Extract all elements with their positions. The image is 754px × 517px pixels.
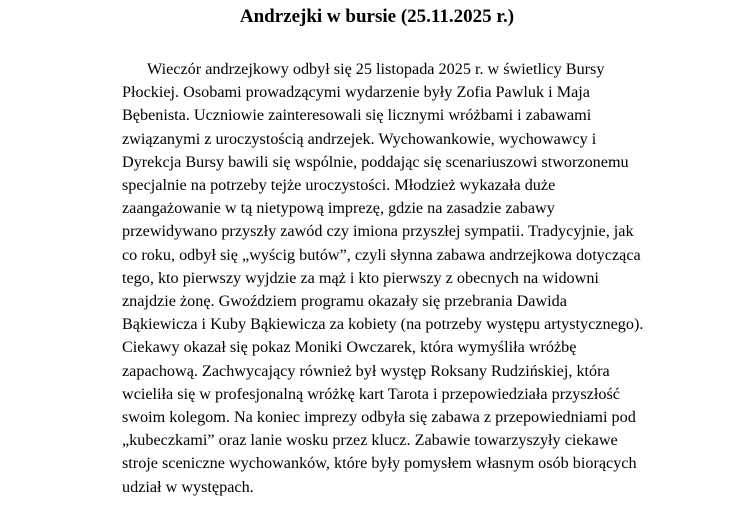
paragraph-line: stroje sceniczne wychowanków, które były pomysłem własnym osób biorących [122,454,637,473]
document-title: Andrzejki w bursie (25.11.2025 r.) [239,6,515,27]
paragraph-line: tego, kto pierwszy wyjdzie za mąż i kto pierwszy z obecnych na widowni [122,268,599,287]
paragraph-line: Wieczór andrzejkowy odbył się 25 listopada 2025 r. w świetlicy Bursy [147,60,605,78]
paragraph-line: Bąkiewicza i Kuby Bąkiewicza za kobiety (na potrzeby występu artystycznego). [122,315,644,334]
paragraph-line: zaangażowanie w tą nietypową imprezę, gdzie na zasadzie zabawy [122,199,555,218]
paragraph-line: przewidywano przyszły zawód czy imiona przyszłej sympatii. Tradycyjnie, jak [122,222,634,241]
paragraph-line: Dyrekcja Bursy bawili się wspólnie, poddając się scenariuszowi stworzonemu [122,152,629,171]
paragraph-line: co roku, odbył się „wyścig butów”, czyli słynna zabawa andrzejkowa dotycząca [122,245,641,264]
paragraph-line: zapachową. Zachwycający również był występ Roksany Rudzińskiej, która [122,361,610,380]
paragraph-line: „kubeczkami” oraz lanie wosku przez klucz. Zabawie towarzyszyły ciekawe [122,431,618,450]
paragraph-line: swoim kolegom. Na koniec imprezy odbyła się zabawa z przepowiedniami pod [122,408,636,427]
paragraph-line: specjalnie na potrzeby tejże uroczystości. Młodzież wykazała duże [122,176,556,195]
paragraph-line: Bębenista. Uczniowie zainteresowali się licznymi wróżbami i zabawami [122,106,592,125]
paragraph-line: Płockiej. Osobami prowadzącymi wydarzenie były Zofia Pawluk i Maja [122,83,590,102]
paragraph-line: udział w występach. [122,477,254,496]
document-paragraph [122,58,662,499]
paragraph-line: związanymi z uroczystością andrzejek. Wychowankowie, wychowawcy i [122,129,597,148]
paragraph-line: wcieliła się w profesjonalną wróżkę kart Tarota i przepowiedziała przyszłość [122,384,620,403]
paragraph-line: znajdzie żonę. Gwoździem programu okazały się przebrania Dawida [122,292,567,311]
paragraph-line: Ciekawy okazał się pokaz Moniki Owczarek, która wymyśliła wróżbę [122,338,577,357]
